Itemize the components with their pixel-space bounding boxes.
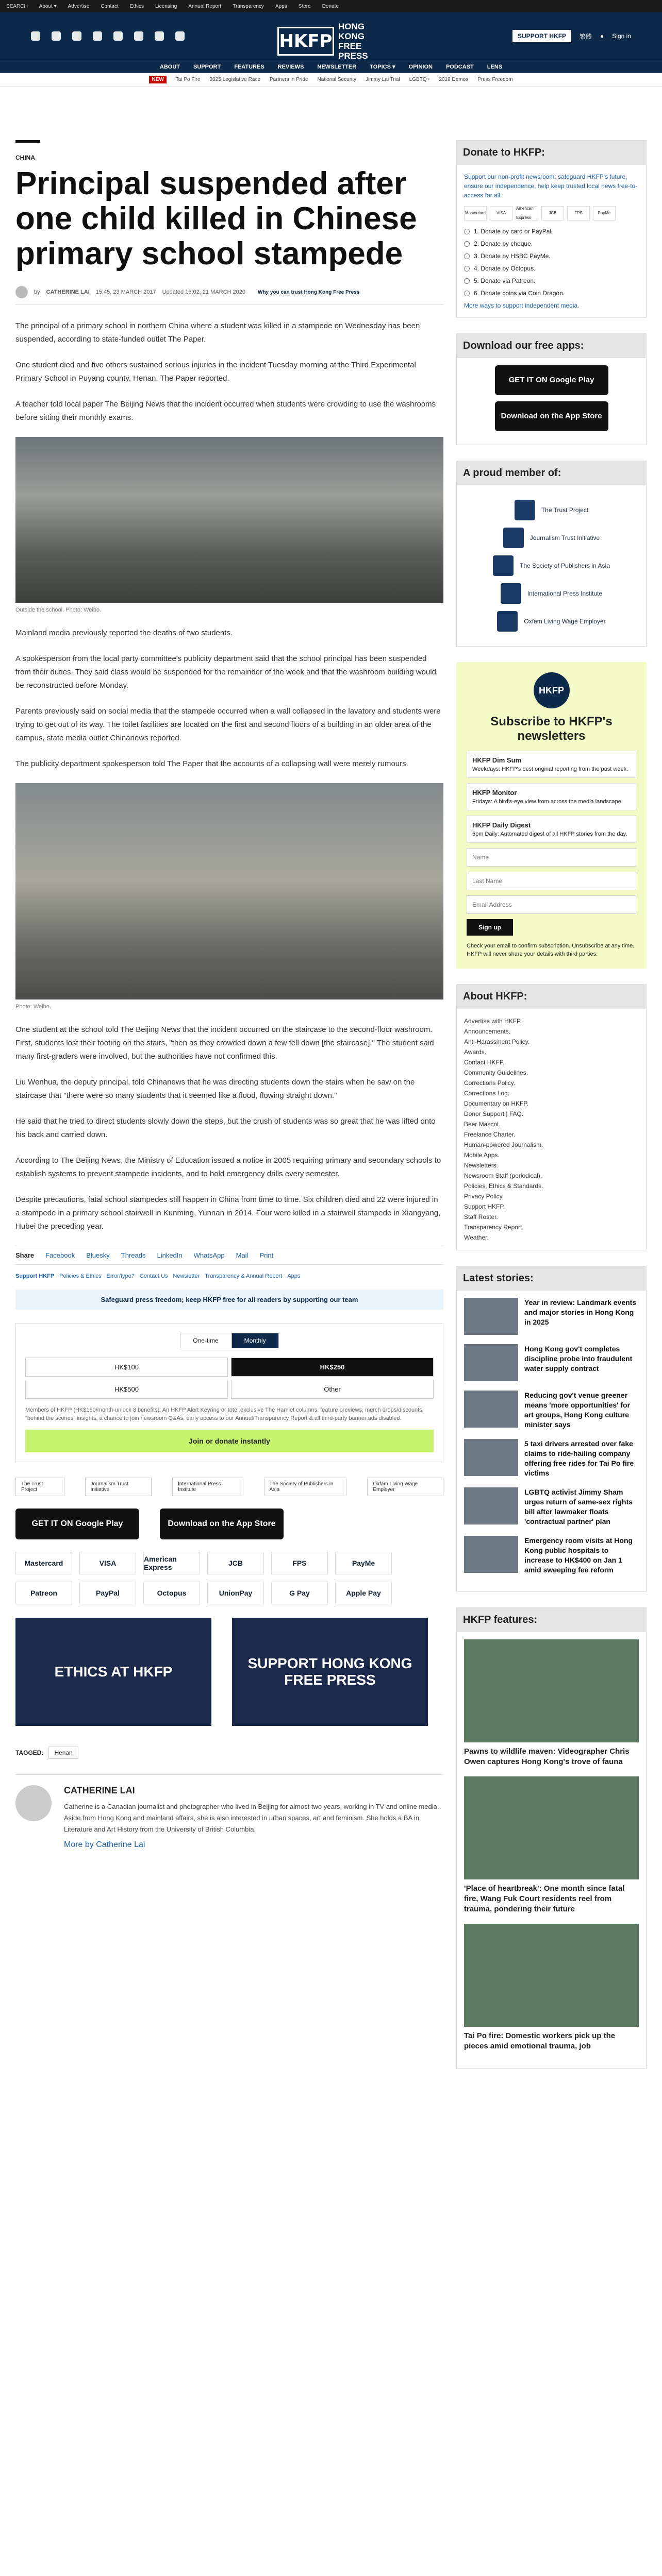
about-link[interactable]: Privacy Policy. (464, 1193, 504, 1200)
payment-methods (15, 1552, 443, 1604)
latest-story[interactable]: 5 taxi drivers arrested over fake claims to ride-hailing company offering free rides for Tai Po fire victims (464, 1439, 639, 1478)
feature-story[interactable]: 'Place of heartbreak': One month since fatal fire, Wang Fuk Court residents reel from trauma, pondering their future (464, 1776, 639, 1914)
trending-tags (0, 73, 662, 87)
about-link[interactable]: Support HKFP. (464, 1203, 505, 1210)
badge[interactable]: The Society of Publishers in Asia (264, 1478, 347, 1496)
newsletter-widget (456, 662, 647, 969)
share-mail[interactable]: Mail (236, 1251, 249, 1259)
badge[interactable]: The Trust Project (15, 1478, 64, 1496)
membership-note: Members of HKFP (HK$150/month-unlock 8 benefits): An HKFP Alert Keyring or tote; exclusive The Hamlet columns, feature previews, merch drops/discounts, "behind the scenes" insights, a chance to join newsroom Q&As, early access to our Annual/Transparency Report & all third-party banner ads disabled. (25, 1407, 424, 1421)
link-error[interactable]: Error/typo? (106, 1273, 135, 1279)
topbar-licensing[interactable]: Licensing (155, 3, 177, 9)
youtube-icon[interactable] (93, 31, 102, 41)
nav-reviews[interactable]: REVIEWS (277, 63, 304, 70)
latest-widget (456, 1266, 647, 1592)
donate-option[interactable]: 5. Donate via Patreon. (464, 276, 639, 285)
footer-links (15, 1273, 443, 1279)
author-box (15, 1774, 443, 1850)
signin-link[interactable]: Sign in (612, 32, 631, 40)
feature-image (464, 1776, 639, 1879)
topbar-about[interactable]: About ▾ (39, 3, 57, 9)
newsletter-option[interactable]: HKFP Daily Digest 5pm Daily: Automated digest of all HKFP stories from the day. (467, 816, 636, 843)
byline-author[interactable]: CATHERINE LAI (46, 289, 90, 295)
author-avatar (15, 286, 28, 298)
feature-image (464, 1639, 639, 1742)
tagged-row (15, 1747, 443, 1759)
about-link[interactable]: Anti-Harassment Policy. (464, 1038, 530, 1045)
features-widget (456, 1607, 647, 2069)
topbar-apps[interactable]: Apps (275, 3, 287, 9)
share-bluesky[interactable]: Bluesky (86, 1251, 110, 1259)
safeguard-banner[interactable]: Safeguard press freedom; keep HKFP free for all readers by supporting our team (15, 1290, 443, 1310)
apps-widget (456, 333, 647, 445)
monthly-tab[interactable]: Monthly (231, 1333, 279, 1348)
topbar-advertise[interactable]: Advertise (68, 3, 90, 9)
payment-logo: Mastercard (464, 206, 487, 221)
share-label: Share (15, 1251, 35, 1259)
support-hkfp-button[interactable]: SUPPORT HKFP (512, 30, 571, 42)
join-donate-button[interactable]: Join or donate instantly (25, 1430, 434, 1452)
main-nav (0, 60, 662, 73)
payment-logo: PayMe (593, 206, 616, 221)
feature-story[interactable]: Tai Po fire: Domestic workers pick up the pieces amid emotional trauma, job (464, 1924, 639, 2052)
latest-story[interactable]: Hong Kong gov't completes discipline probe into fraudulent water supply contract (464, 1344, 639, 1381)
signup-note: Check your email to confirm subscription. Unsubscribe at any time. HKFP will never share your details with third parties. (467, 943, 635, 957)
article-paragraph: Liu Wenhua, the deputy principal, told Chinanews that he was directing students down the stairs when he saw on the staircase that "there were so many students that it seemed like a flood, flowing straight down." (15, 1078, 415, 1100)
amount-option[interactable]: HK$250 (231, 1358, 434, 1377)
title-rule (15, 140, 40, 143)
payment-logo: VISA (79, 1552, 136, 1574)
byline-prefix: by (34, 289, 40, 295)
story-thumbnail (464, 1487, 518, 1524)
newsletter-option[interactable]: HKFP Monitor Fridays: A bird's-eye view from across the media landscape. (467, 783, 636, 810)
link-support[interactable]: Support HKFP (15, 1273, 55, 1279)
nav-features[interactable]: FEATURES (234, 63, 264, 70)
payment-logo: FPS (567, 206, 590, 221)
story-thumbnail (464, 1391, 518, 1428)
article-paragraph: One student at the school told The Beijing News that the incident occurred on the staircase to the second-floor washroom. First, students lost their footing on the stairs, "then as they crowded down a few fell down [the staircase]." The student said many first-graders were involved, but the authorities have not confirmed this. (15, 1025, 434, 1061)
about-link[interactable]: Donor Support | FAQ. (464, 1110, 524, 1117)
tag-chip[interactable]: Henan (48, 1747, 78, 1759)
site-logo[interactable] (277, 22, 385, 61)
article-paragraph: A teacher told local paper The Beijing News that the incident occurred when students were crowding to use the washrooms before sitting their monthly exams. (15, 400, 436, 422)
google-play-button[interactable]: GET IT ON Google Play (15, 1509, 139, 1539)
story-thumbnail (464, 1344, 518, 1381)
ethics-promo[interactable]: ETHICS AT HKFP (15, 1618, 211, 1726)
payment-logo: Octopus (143, 1582, 200, 1604)
topbar-contact[interactable]: Contact (101, 3, 119, 9)
byline-date: 15:45, 23 MARCH 2017 (95, 289, 156, 295)
trust-link[interactable]: Why you can trust Hong Kong Free Press (258, 289, 360, 295)
donate-option[interactable]: 3. Donate by HSBC PayMe. (464, 251, 639, 261)
nav-about[interactable]: ABOUT (159, 63, 180, 70)
latest-story[interactable]: Year in review: Landmark events and major stories in Hong Kong in 2025 (464, 1298, 639, 1335)
email-field[interactable]: Email Address (467, 895, 636, 914)
topbar-annual-report[interactable]: Annual Report (188, 3, 222, 9)
user-icon[interactable]: ● (600, 32, 604, 40)
about-link[interactable]: Advertise with HKFP. (464, 1018, 522, 1025)
byline (15, 286, 443, 305)
article-paragraph: The principal of a primary school in northern China where a student was killed in a stampede on Wednesday has been suspended, according to state-funded outlet The Paper. (15, 321, 420, 344)
author-photo (15, 1785, 52, 1821)
card-logos (464, 206, 639, 221)
tag-link[interactable]: National Security (317, 77, 357, 82)
article-photo (15, 783, 443, 999)
nav-opinion[interactable]: OPINION (408, 63, 433, 70)
about-link[interactable]: Human-powered Journalism. (464, 1141, 543, 1148)
x-icon[interactable] (52, 31, 61, 41)
about-link[interactable]: Newsroom Staff (periodical). (464, 1172, 542, 1179)
more-by-author-link[interactable]: More by Catherine Lai (64, 1840, 145, 1849)
topbar-store[interactable]: Store (298, 3, 311, 9)
payment-logo: PayMe (335, 1552, 392, 1574)
topbar-transparency[interactable]: Transparency (233, 3, 264, 9)
payment-logo: Patreon (15, 1582, 72, 1604)
topbar-search[interactable]: SEARCH (6, 3, 28, 9)
photo-caption: Outside the school. Photo: Weibo. (15, 607, 102, 613)
donate-title: Donate to HKFP: (457, 141, 646, 165)
about-link[interactable]: Corrections Policy. (464, 1079, 516, 1087)
donate-option[interactable]: 4. Donate by Octopus. (464, 264, 639, 273)
facebook-icon[interactable] (31, 31, 40, 41)
logo-mark: HKFP (277, 27, 334, 56)
apps-title: Download our free apps: (457, 334, 646, 358)
about-link[interactable]: Staff Roster. (464, 1213, 498, 1221)
article-paragraph: According to The Beijing News, the Ministry of Education issued a notice in 2005 requiring primary and secondary schools to establish systems to prevent stampede incidents, and to hold emergency drills every semester. (15, 1156, 441, 1178)
tag-link[interactable]: 2025 Legislative Race (209, 77, 260, 82)
donate-widget (456, 140, 647, 318)
feature-image (464, 1924, 639, 2027)
article-photo (15, 437, 443, 603)
member-logo[interactable]: Journalism Trust Initiative (464, 528, 639, 548)
badge[interactable]: Journalism Trust Initiative (85, 1478, 152, 1496)
latest-story[interactable]: Reducing gov't venue greener means 'more opportunities' for art groups, Hong Kong culture minister says (464, 1391, 639, 1430)
latest-story[interactable]: LGBTQ activist Jimmy Sham urges return of same-sex rights bill after lawmaker floats 'contractual partner' plan (464, 1487, 639, 1527)
share-print[interactable]: Print (259, 1251, 274, 1259)
tag-link[interactable]: 2019 Demos (439, 77, 469, 82)
payment-logo: PayPal (79, 1582, 136, 1604)
share-threads[interactable]: Threads (121, 1251, 146, 1259)
member-logo[interactable]: The Trust Project (464, 500, 639, 520)
nav-support[interactable]: SUPPORT (193, 63, 221, 70)
article-category[interactable]: CHINA (15, 154, 35, 161)
header-actions (512, 30, 631, 42)
tag-link[interactable]: LGBTQ+ (409, 77, 430, 82)
share-bar (15, 1246, 443, 1265)
link-newsletter[interactable]: Newsletter (173, 1273, 200, 1279)
about-link[interactable]: Policies, Ethics & Standards. (464, 1182, 543, 1190)
member-title: A proud member of: (457, 461, 646, 485)
donate-option[interactable]: 6. Donate coins via Coin Dragon. (464, 289, 639, 298)
article-paragraph: He said that he tried to direct students slowly down the steps, but the crush of students was so great that he was lifted onto his back and carried down. (15, 1117, 436, 1139)
donation-box (15, 1323, 443, 1462)
tag-link[interactable]: Press Freedom (477, 77, 513, 82)
article-title: Principal suspended after one child killed in Chinese primary school stampede (15, 166, 417, 272)
amount-option[interactable]: HK$500 (25, 1380, 228, 1399)
about-link[interactable]: Freelance Charter. (464, 1131, 516, 1138)
nav-lens[interactable]: LENS (487, 63, 503, 70)
about-link[interactable]: Transparency Report. (464, 1224, 524, 1231)
google-play-button[interactable]: GET IT ON Google Play (495, 365, 608, 395)
donate-text[interactable]: Support our non-profit newsroom: safeguard HKFP's future, ensure our independence, help keep trusted local news free-to-access for all. (464, 173, 638, 199)
story-thumbnail (464, 1298, 518, 1335)
member-logo[interactable]: International Press Institute (464, 583, 639, 604)
about-link[interactable]: Announcements. (464, 1028, 511, 1035)
nav-podcast[interactable]: PODCAST (445, 63, 474, 70)
article-paragraph: Parents previously said on social media that the stampede occurred when a wall collapsed in the lavatory and students were trying to get out of its way. The toilet facilities are located on the first and second floors of a building in an older area of the campus, state media outlet Chinanews reported. (15, 707, 441, 742)
article-paragraph: One student died and five others sustained serious injuries in the incident Tuesday morning at the Third Experimental Primary School in Puyang county, Henan, The Paper reported. (15, 361, 416, 383)
about-title: About HKFP: (457, 985, 646, 1009)
bluesky-icon[interactable] (134, 31, 143, 41)
payment-logo: American Express (516, 206, 538, 221)
more-ways-link[interactable]: More ways to support independent media. (464, 302, 580, 309)
about-link[interactable]: Newsletters. (464, 1162, 499, 1169)
author-bio: Catherine is a Canadian journalist and photographer who lived in Beijing for almost two years, working in TV and online media. Aside from Hong Kong and mainland affairs, she is also interested in urban spaces, art and feminism. She holds a BA in Literature and Art History from the University of British Columbia. (64, 1803, 439, 1833)
byline-updated: Updated 15:02, 21 MARCH 2020 (162, 289, 245, 295)
logo-text: HONG KONG FREE PRESS (338, 22, 368, 61)
author-name[interactable]: CATHERINE LAI (64, 1785, 135, 1795)
payment-logo: UnionPay (207, 1582, 264, 1604)
promo-banners (15, 1618, 443, 1726)
name-field[interactable]: Name (467, 848, 636, 867)
about-link[interactable]: Community Guidelines. (464, 1069, 528, 1076)
payment-logo: VISA (490, 206, 512, 221)
story-thumbnail (464, 1536, 518, 1573)
article-column (15, 140, 443, 1850)
member-widget (456, 461, 647, 647)
member-logo[interactable]: Oxfam Living Wage Employer (464, 611, 639, 632)
topbar-ethics[interactable]: Ethics (129, 3, 144, 9)
amount-options (25, 1358, 434, 1399)
share-linkedin[interactable]: LinkedIn (157, 1251, 183, 1259)
support-promo[interactable]: SUPPORT HONG KONG FREE PRESS (232, 1618, 428, 1726)
payment-logo: JCB (207, 1552, 264, 1574)
article-paragraph: A spokesperson from the local party committee's publicity department said that the school principal has been suspended from their duties. They said class would be suspended for the remainder of the week and that the washroom building would be reconstructed before Monday. (15, 654, 437, 690)
threads-icon[interactable] (113, 31, 123, 41)
payment-logo: Mastercard (15, 1552, 72, 1574)
payment-logo: FPS (271, 1552, 328, 1574)
badge[interactable]: Oxfam Living Wage Employer (367, 1478, 443, 1496)
about-link[interactable]: Documentary on HKFP. (464, 1100, 529, 1107)
about-link[interactable]: Weather. (464, 1234, 489, 1241)
about-widget (456, 984, 647, 1250)
instagram-icon[interactable] (72, 31, 81, 41)
article-paragraph: The publicity department spokesperson told The Paper that the accounts of a collapsing wall were merely rumours. (15, 759, 408, 768)
nav-topics[interactable]: TOPICS ▾ (370, 64, 395, 70)
latest-story[interactable]: Emergency room visits at Hong Kong public hospitals to increase to HK$400 on Jan 1 amid sweeping fee reform (464, 1536, 639, 1575)
about-link[interactable]: Contact HKFP. (464, 1059, 505, 1066)
donate-option[interactable]: 2. Donate by cheque. (464, 239, 639, 248)
tag-link[interactable]: Partners in Pride (269, 77, 308, 82)
tagged-label: TAGGED: (15, 1749, 44, 1756)
photo-caption: Photo: Weibo. (15, 1004, 51, 1010)
app-store-button[interactable]: Download on the App Store (495, 401, 608, 431)
social-icons (31, 31, 185, 41)
nav-newsletter[interactable]: NEWSLETTER (317, 63, 357, 70)
amount-option[interactable]: Other (231, 1380, 434, 1399)
tag-link[interactable]: Jimmy Lai Trial (366, 77, 400, 82)
link-contact[interactable]: Contact Us (139, 1273, 168, 1279)
payment-logo: G Pay (271, 1582, 328, 1604)
telegram-icon[interactable] (175, 31, 185, 41)
about-link[interactable]: Mobile Apps. (464, 1151, 500, 1159)
payment-logo: JCB (541, 206, 564, 221)
about-link[interactable]: Beer Mascot. (464, 1121, 501, 1128)
article-paragraph: Despite precautions, fatal school stampedes still happen in China from time to time. Six children died and 22 were injured in a stampede in a primary school stairwell in Kunming, Yunnan in 2014. Four were killed in a stairwell stampede in Xiangyang, Hubei the preceding year. (15, 1195, 441, 1231)
signup-button[interactable]: Sign up (467, 919, 513, 936)
member-logo[interactable]: The Society of Publishers in Asia (464, 555, 639, 576)
link-policies[interactable]: Policies & Ethics (59, 1273, 102, 1279)
share-facebook[interactable]: Facebook (45, 1251, 75, 1259)
about-link[interactable]: Corrections Log. (464, 1090, 510, 1097)
app-store-button[interactable]: Download on the App Store (160, 1509, 284, 1539)
linkedin-icon[interactable] (155, 31, 164, 41)
member-badges (15, 1478, 443, 1496)
onetime-tab[interactable]: One-time (180, 1333, 231, 1348)
store-buttons (15, 1509, 443, 1539)
share-whatsapp[interactable]: WhatsApp (193, 1251, 225, 1259)
sidebar (456, 140, 647, 2084)
feature-story[interactable]: Pawns to wildlife maven: Videographer Chris Owen captures Hong Kong's trove of fauna (464, 1639, 639, 1767)
newsletter-title: Subscribe to HKFP's newsletters (490, 715, 613, 743)
site-header (0, 12, 662, 60)
language-toggle[interactable]: 繁體 (580, 32, 592, 40)
hkfp-badge: HKFP (534, 672, 570, 708)
badge[interactable]: International Press Institute (172, 1478, 243, 1496)
new-badge: NEW (149, 76, 166, 83)
donate-option[interactable]: 1. Donate by card or PayPal. (464, 227, 639, 236)
tag-link[interactable]: Tai Po Fire (175, 77, 201, 82)
amount-option[interactable]: HK$100 (25, 1358, 228, 1377)
payment-logo: Apple Pay (335, 1582, 392, 1604)
link-apps[interactable]: Apps (287, 1273, 301, 1279)
last-name-field[interactable]: Last Name (467, 872, 636, 890)
link-transparency[interactable]: Transparency & Annual Report (205, 1273, 283, 1279)
about-list (457, 1009, 646, 1250)
newsletter-option[interactable]: HKFP Dim Sum Weekdays: HKFP's best original reporting from the past week. (467, 751, 636, 778)
topbar-donate[interactable]: Donate (322, 3, 339, 9)
article-paragraph: Mainland media previously reported the deaths of two students. (15, 629, 233, 637)
frequency-toggle (25, 1333, 434, 1348)
latest-title: Latest stories: (457, 1266, 646, 1291)
payment-logo: American Express (143, 1552, 200, 1574)
features-title: HKFP features: (457, 1608, 646, 1632)
story-thumbnail (464, 1439, 518, 1476)
about-link[interactable]: Awards. (464, 1048, 487, 1056)
top-utility-bar (0, 0, 662, 12)
